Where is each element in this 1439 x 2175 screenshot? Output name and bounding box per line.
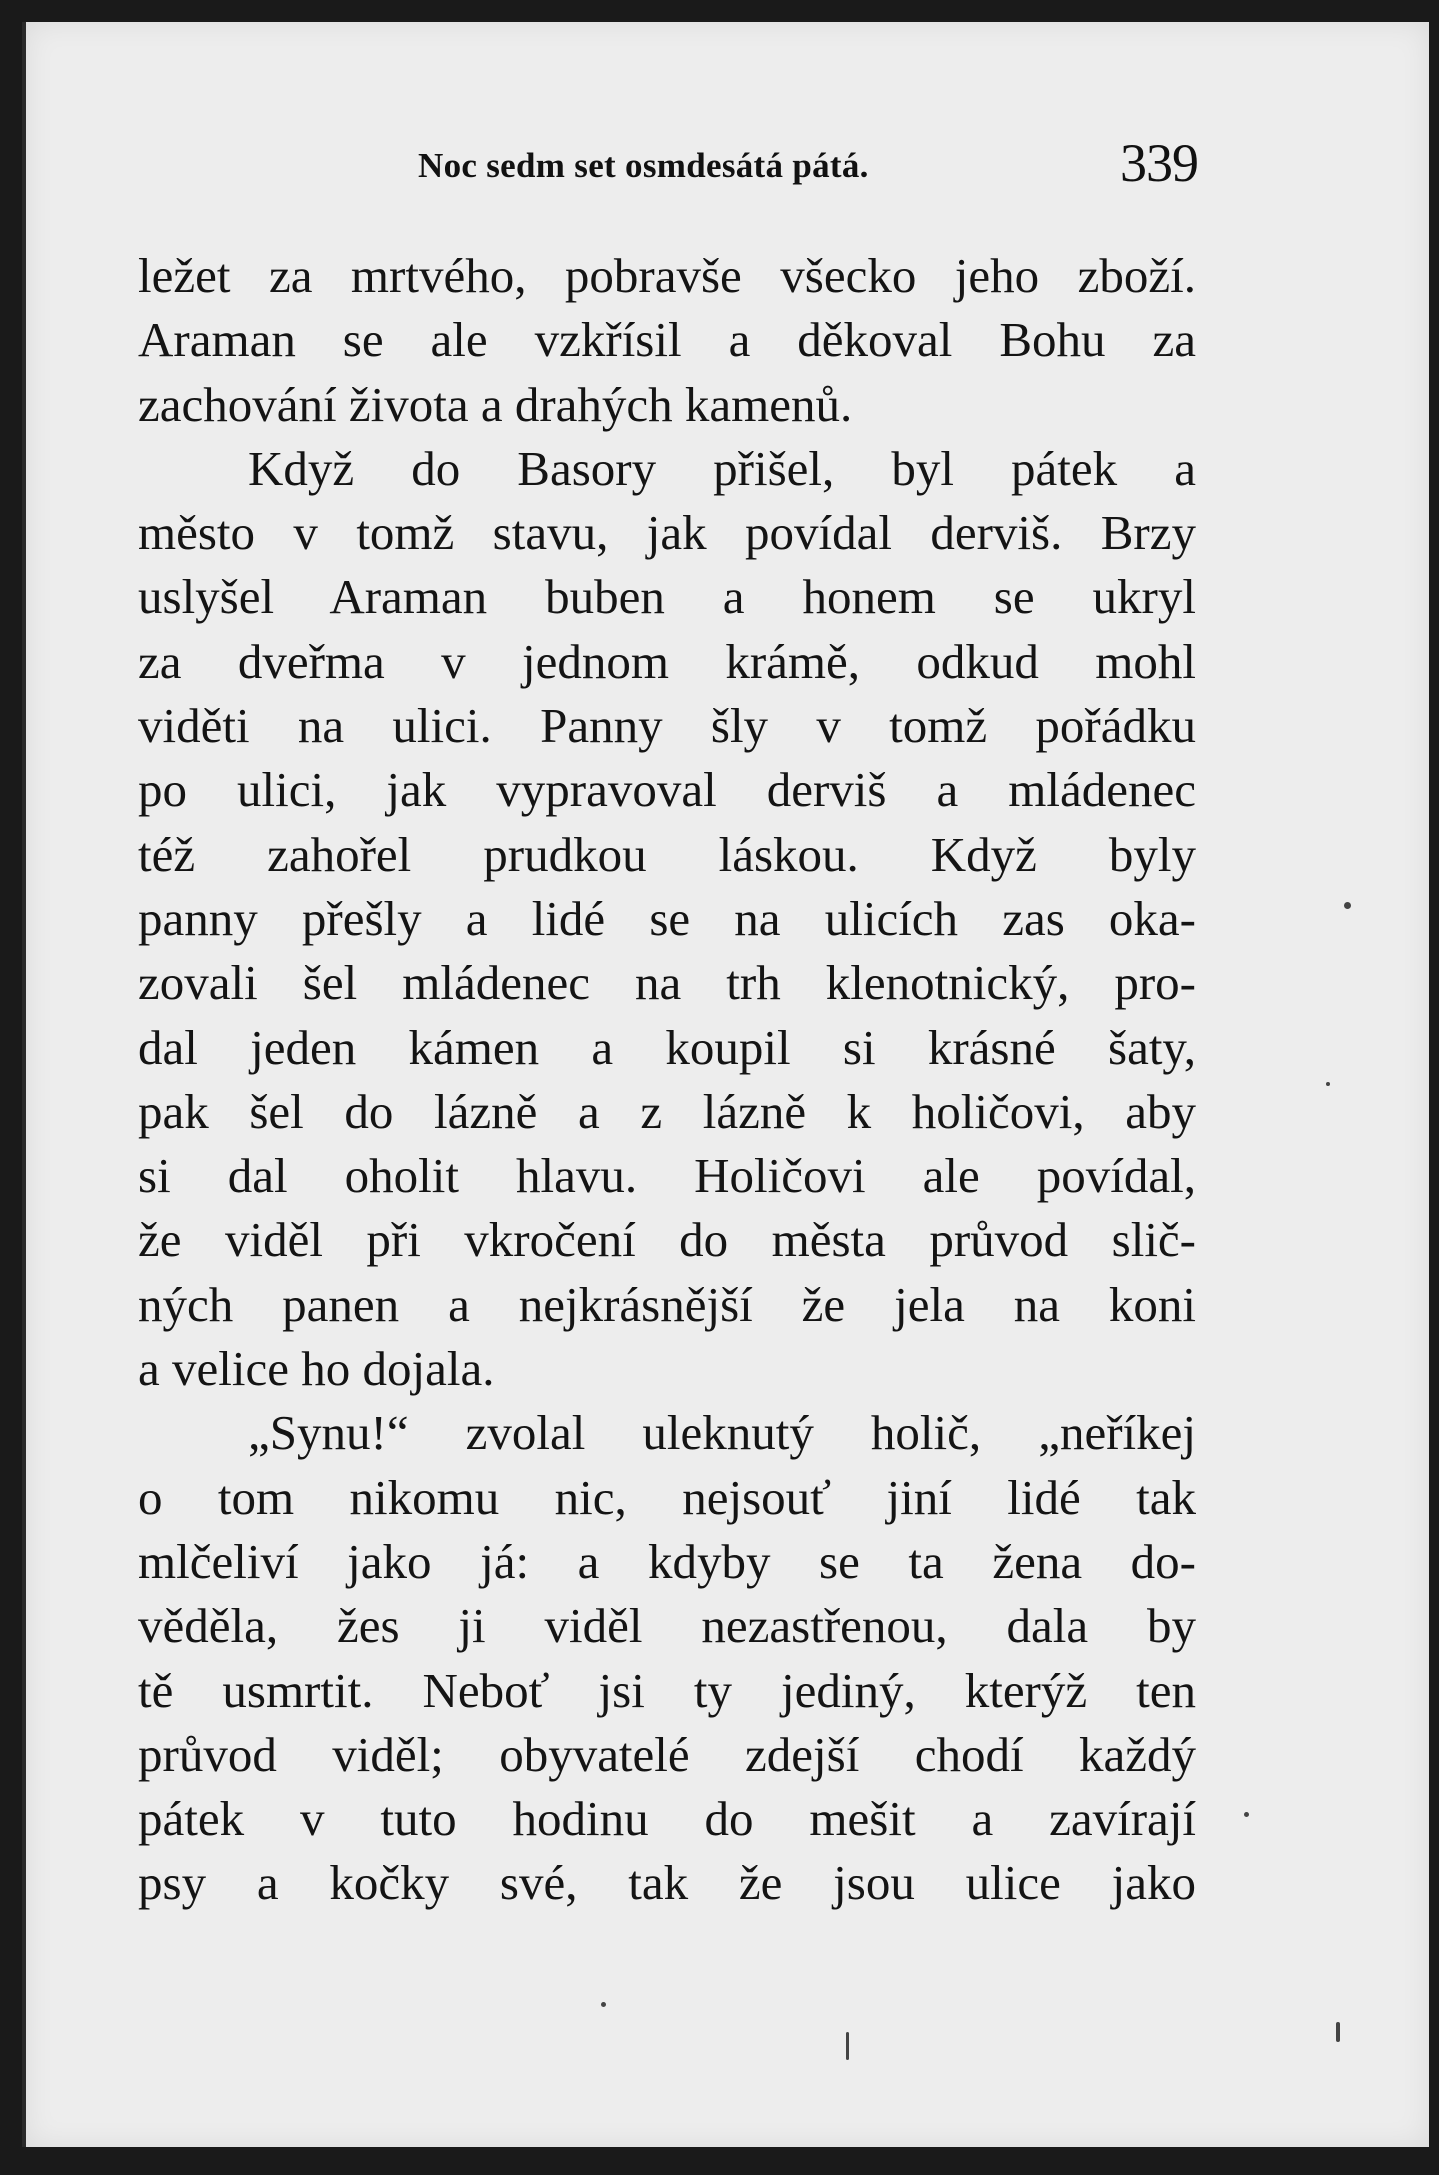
text-line: ných panen a nejkrásnější že jela na koni xyxy=(138,1276,1196,1332)
text-line: zachování života a drahých kamenů. xyxy=(138,376,853,432)
text-line: tě usmrtit. Neboť jsi ty jediný, kterýž ten xyxy=(138,1662,1196,1718)
paper-speck xyxy=(1344,902,1351,909)
text-line: mlčeliví jako já: a kdyby se ta žena do- xyxy=(138,1533,1196,1589)
text-line: věděla, žes ji viděl nezastřenou, dala by xyxy=(138,1598,1196,1654)
text-line: a velice ho dojala. xyxy=(138,1341,495,1397)
text-line: že viděl při vkročení do města průvod slič- xyxy=(138,1212,1196,1268)
text-line: psy a kočky své, tak že jsou ulice jako xyxy=(138,1855,1196,1911)
paper-speck xyxy=(1244,1812,1249,1817)
text-line: uslyšel Araman buben a honem se ukryl xyxy=(138,569,1196,625)
text-line: zovali šel mládenec na trh klenotnický, pro- xyxy=(138,955,1196,1011)
text-line: dal jeden kámen a koupil si krásné šaty, xyxy=(138,1019,1196,1075)
body-text xyxy=(138,244,1196,1916)
book-page xyxy=(22,22,1429,2147)
text-line: město v tomž stavu, jak povídal derviš. Brzy xyxy=(138,505,1196,561)
text-line: Když do Basory přišel, byl pátek a xyxy=(248,440,1196,496)
running-title: Noc sedm set osmdesátá pátá. xyxy=(418,146,869,185)
text-line: též zahořel prudkou láskou. Když byly xyxy=(138,826,1196,882)
paper-speck xyxy=(1326,1082,1330,1086)
text-line: si dal oholit hlavu. Holičovi ale povídal, xyxy=(138,1148,1196,1204)
paper-speck xyxy=(601,2002,606,2007)
text-line: „Synu!“ zvolal uleknutý holič, „neříkej xyxy=(248,1405,1196,1461)
text-line: průvod viděl; obyvatelé zdejší chodí každý xyxy=(138,1726,1196,1782)
text-line: pak šel do lázně a z lázně k holičovi, aby xyxy=(138,1083,1196,1139)
text-line: pátek v tuto hodinu do mešit a zavírají xyxy=(138,1791,1196,1847)
text-line: o tom nikomu nic, nejsouť jiní lidé tak xyxy=(138,1469,1196,1525)
page-header xyxy=(388,132,1198,202)
text-line: panny přešly a lidé se na ulicích zas oka- xyxy=(138,890,1196,946)
page-number: 339 xyxy=(1120,133,1198,193)
paper-speck xyxy=(1336,2022,1340,2042)
text-line: ležet za mrtvého, pobravše všecko jeho zboží. xyxy=(138,248,1196,303)
text-line: po ulici, jak vypravoval derviš a mládenec xyxy=(138,762,1196,818)
text-line: za dveřma v jednom krámě, odkud mohl xyxy=(138,633,1196,689)
paper-speck xyxy=(846,2032,849,2060)
text-line: Araman se ale vzkřísil a děkoval Bohu za xyxy=(138,312,1196,368)
text-line: viděti na ulici. Panny šly v tomž pořádku xyxy=(138,698,1196,754)
